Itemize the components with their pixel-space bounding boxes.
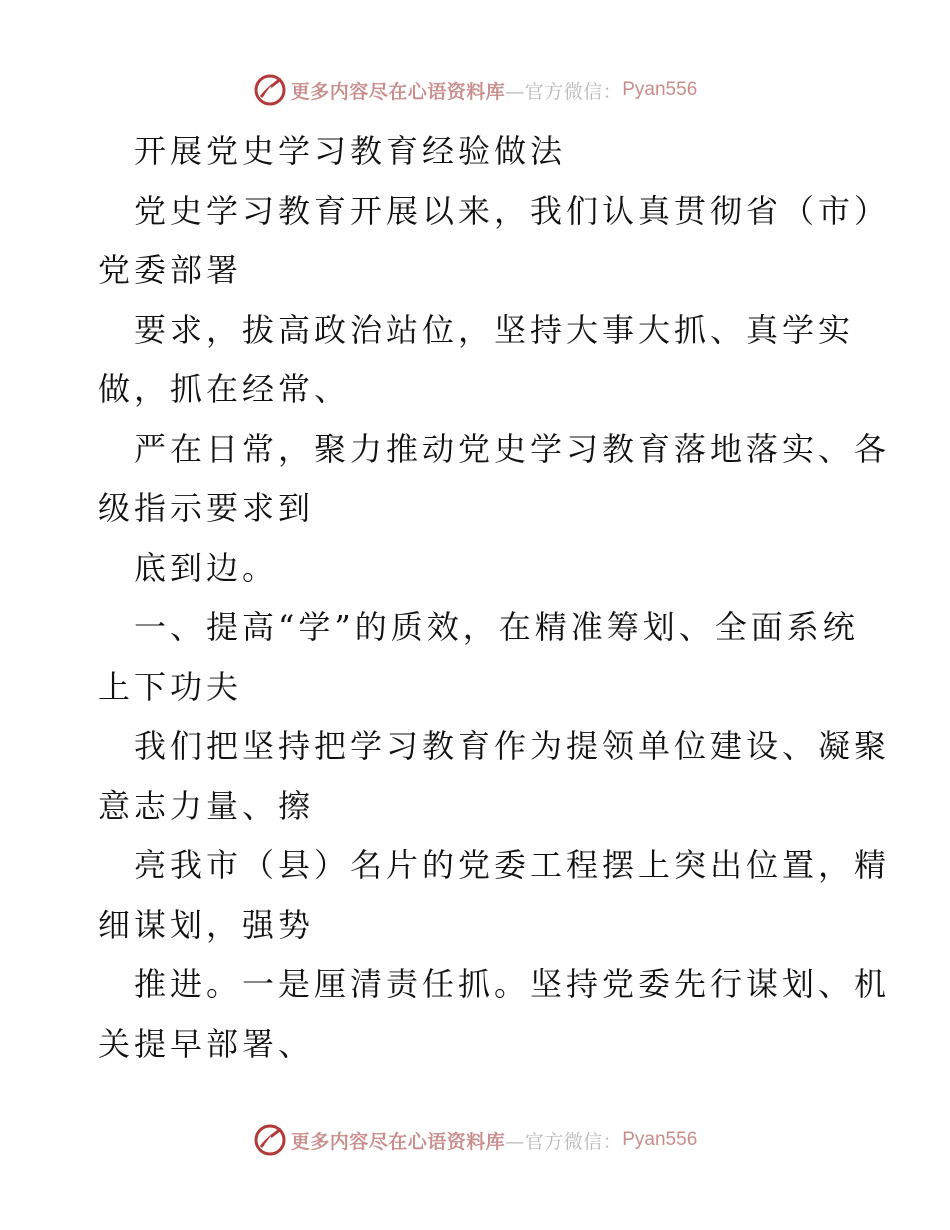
- paragraph-line: 级指示要求到: [98, 489, 315, 527]
- watermark-site-text: 更多内容尽在心语资料库: [290, 80, 506, 103]
- paragraph-line: 关提早部署、: [98, 1024, 315, 1063]
- paragraph-line: 我们把坚持把学习教育作为提领单位建设、凝聚: [134, 727, 891, 765]
- section-heading-continued: 上下功夫: [98, 667, 243, 706]
- watermark-site-text: 更多内容尽在心语资料库: [290, 1130, 506, 1153]
- quill-swirl-icon: [253, 73, 287, 107]
- paragraph-line: 意志力量、擦: [98, 786, 315, 825]
- quill-swirl-icon: [253, 1123, 287, 1157]
- document-body: [98, 122, 891, 1074]
- paragraph-line: 底到边。: [134, 548, 279, 587]
- paragraph-line: 党委部署: [98, 251, 243, 289]
- watermark-handle: Pyan556: [622, 79, 698, 100]
- footer-watermark: [0, 1120, 950, 1160]
- watermark-separator-text: —官方微信：: [505, 1130, 623, 1153]
- paragraph-line: 严在日常，聚力推动党史学习教育落地落实、各: [134, 429, 891, 468]
- paragraph-line: 要求，拔高政治站位，坚持大事大抓、真学实: [134, 310, 855, 349]
- section-heading: 一、提高“学”的质效，在精准筹划、全面系统: [134, 608, 859, 646]
- document-title: 开展党史学习教育经验做法: [134, 132, 567, 170]
- paragraph-line: 党史学习教育开展以来，我们认真贯彻省（市）: [134, 191, 891, 230]
- paragraph-line: 做，抓在经常、: [98, 370, 351, 408]
- watermark-separator-text: —官方微信：: [505, 80, 623, 103]
- watermark-handle: Pyan556: [622, 1129, 698, 1150]
- header-watermark: [0, 70, 950, 110]
- paragraph-line: 亮我市（县）名片的党委工程摆上突出位置，精: [134, 846, 891, 884]
- paragraph-line: 细谋划，强势: [98, 905, 315, 944]
- paragraph-line: 推进。一是厘清责任抓。坚持党委先行谋划、机: [134, 965, 891, 1003]
